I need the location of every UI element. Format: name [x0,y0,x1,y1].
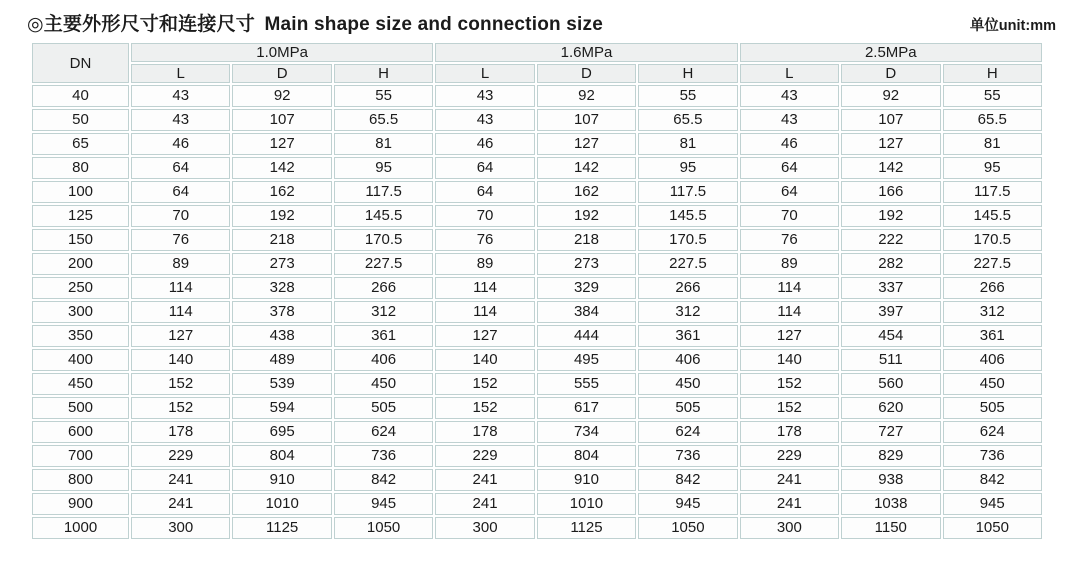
value-cell: 192 [537,205,636,227]
value-cell: 736 [943,445,1043,467]
value-cell: 64 [435,157,534,179]
value-cell: 92 [841,85,940,107]
col-header-h: H [334,64,433,83]
group-header-1-6mpa: 1.6MPa [435,43,737,62]
value-cell: 505 [943,397,1043,419]
col-header-h: H [638,64,737,83]
value-cell: 450 [943,373,1043,395]
value-cell: 178 [435,421,534,443]
value-cell: 829 [841,445,940,467]
dn-cell: 65 [32,133,129,155]
value-cell: 555 [537,373,636,395]
value-cell: 241 [740,493,839,515]
page-title-zh: ◎主要外形尺寸和连接尺寸 [27,14,255,35]
value-cell: 152 [740,397,839,419]
col-header-l: L [131,64,230,83]
value-cell: 43 [131,109,230,131]
dn-cell: 450 [32,373,129,395]
value-cell: 273 [232,253,331,275]
group-header-row [32,43,1042,62]
value-cell: 152 [740,373,839,395]
value-cell: 145.5 [334,205,433,227]
value-cell: 227.5 [334,253,433,275]
table-row [32,469,1042,491]
value-cell: 152 [131,373,230,395]
value-cell: 178 [131,421,230,443]
value-cell: 178 [740,421,839,443]
value-cell: 145.5 [638,205,737,227]
size-table [30,41,1044,541]
value-cell: 64 [131,157,230,179]
value-cell: 620 [841,397,940,419]
unit-label: 单位unit:mm [969,18,1056,34]
value-cell: 162 [537,181,636,203]
dn-column-header: DN [32,43,129,83]
value-cell: 241 [131,493,230,515]
value-cell: 266 [638,277,737,299]
table-row [32,421,1042,443]
value-cell: 1010 [537,493,636,515]
table-row [32,133,1042,155]
value-cell: 114 [740,301,839,323]
value-cell: 142 [841,157,940,179]
value-cell: 152 [435,397,534,419]
value-cell: 114 [131,277,230,299]
value-cell: 140 [435,349,534,371]
value-cell: 55 [943,85,1043,107]
value-cell: 1125 [537,517,636,539]
value-cell: 910 [232,469,331,491]
value-cell: 938 [841,469,940,491]
table-row [32,373,1042,395]
value-cell: 43 [740,109,839,131]
value-cell: 127 [131,325,230,347]
value-cell: 594 [232,397,331,419]
value-cell: 378 [232,301,331,323]
value-cell: 222 [841,229,940,251]
table-header [32,43,1042,83]
value-cell: 560 [841,373,940,395]
value-cell: 81 [334,133,433,155]
value-cell: 127 [435,325,534,347]
value-cell: 406 [638,349,737,371]
col-header-d: D [537,64,636,83]
value-cell: 114 [435,301,534,323]
value-cell: 328 [232,277,331,299]
dn-cell: 100 [32,181,129,203]
value-cell: 695 [232,421,331,443]
value-cell: 539 [232,373,331,395]
value-cell: 1038 [841,493,940,515]
value-cell: 127 [232,133,331,155]
value-cell: 842 [943,469,1043,491]
dn-cell: 150 [32,229,129,251]
dn-cell: 300 [32,301,129,323]
value-cell: 46 [435,133,534,155]
value-cell: 117.5 [943,181,1043,203]
value-cell: 489 [232,349,331,371]
value-cell: 166 [841,181,940,203]
value-cell: 127 [537,133,636,155]
dn-cell: 125 [32,205,129,227]
value-cell: 229 [435,445,534,467]
value-cell: 227.5 [638,253,737,275]
value-cell: 65.5 [943,109,1043,131]
dn-cell: 250 [32,277,129,299]
value-cell: 945 [334,493,433,515]
value-cell: 842 [638,469,737,491]
value-cell: 43 [740,85,839,107]
value-cell: 81 [943,133,1043,155]
value-cell: 273 [537,253,636,275]
value-cell: 397 [841,301,940,323]
value-cell: 312 [638,301,737,323]
value-cell: 127 [841,133,940,155]
page-title-en: Main shape size and connection size [264,14,603,35]
value-cell: 46 [740,133,839,155]
table-row [32,205,1042,227]
value-cell: 736 [638,445,737,467]
value-cell: 145.5 [943,205,1043,227]
value-cell: 64 [740,157,839,179]
value-cell: 406 [943,349,1043,371]
value-cell: 300 [740,517,839,539]
value-cell: 229 [131,445,230,467]
value-cell: 107 [232,109,331,131]
value-cell: 361 [334,325,433,347]
value-cell: 142 [537,157,636,179]
value-cell: 140 [131,349,230,371]
value-cell: 92 [232,85,331,107]
value-cell: 511 [841,349,940,371]
value-cell: 842 [334,469,433,491]
value-cell: 1125 [232,517,331,539]
value-cell: 505 [334,397,433,419]
value-cell: 70 [435,205,534,227]
value-cell: 450 [334,373,433,395]
value-cell: 162 [232,181,331,203]
col-header-l: L [740,64,839,83]
value-cell: 170.5 [638,229,737,251]
sub-header-row [32,64,1042,83]
value-cell: 55 [638,85,737,107]
table-row [32,493,1042,515]
value-cell: 361 [943,325,1043,347]
value-cell: 282 [841,253,940,275]
value-cell: 804 [232,445,331,467]
group-header-1-0mpa: 1.0MPa [131,43,433,62]
dn-cell: 700 [32,445,129,467]
value-cell: 64 [435,181,534,203]
value-cell: 95 [943,157,1043,179]
value-cell: 65.5 [638,109,737,131]
value-cell: 142 [232,157,331,179]
value-cell: 1050 [638,517,737,539]
value-cell: 1050 [943,517,1043,539]
value-cell: 624 [943,421,1043,443]
table-row [32,517,1042,539]
value-cell: 617 [537,397,636,419]
dn-cell: 800 [32,469,129,491]
value-cell: 495 [537,349,636,371]
value-cell: 444 [537,325,636,347]
dn-cell: 40 [32,85,129,107]
value-cell: 76 [740,229,839,251]
value-cell: 152 [435,373,534,395]
value-cell: 107 [537,109,636,131]
value-cell: 89 [131,253,230,275]
value-cell: 65.5 [334,109,433,131]
value-cell: 95 [334,157,433,179]
dn-cell: 900 [32,493,129,515]
value-cell: 227.5 [943,253,1043,275]
value-cell: 450 [638,373,737,395]
value-cell: 734 [537,421,636,443]
value-cell: 76 [435,229,534,251]
value-cell: 312 [334,301,433,323]
dn-cell: 1000 [32,517,129,539]
value-cell: 76 [131,229,230,251]
value-cell: 454 [841,325,940,347]
value-cell: 114 [740,277,839,299]
value-cell: 192 [841,205,940,227]
value-cell: 64 [740,181,839,203]
table-row [32,325,1042,347]
col-header-h: H [943,64,1043,83]
value-cell: 945 [943,493,1043,515]
value-cell: 64 [131,181,230,203]
value-cell: 624 [334,421,433,443]
value-cell: 1010 [232,493,331,515]
col-header-l: L [435,64,534,83]
value-cell: 43 [435,109,534,131]
value-cell: 1150 [841,517,940,539]
table-row [32,85,1042,107]
value-cell: 218 [232,229,331,251]
value-cell: 505 [638,397,737,419]
table-row [32,277,1042,299]
dn-cell: 80 [32,157,129,179]
value-cell: 438 [232,325,331,347]
value-cell: 300 [435,517,534,539]
dn-cell: 50 [32,109,129,131]
value-cell: 92 [537,85,636,107]
value-cell: 70 [740,205,839,227]
value-cell: 266 [334,277,433,299]
table-row [32,301,1042,323]
dn-cell: 350 [32,325,129,347]
table-row [32,181,1042,203]
value-cell: 70 [131,205,230,227]
value-cell: 727 [841,421,940,443]
value-cell: 229 [740,445,839,467]
table-row [32,109,1042,131]
value-cell: 117.5 [334,181,433,203]
value-cell: 89 [740,253,839,275]
value-cell: 329 [537,277,636,299]
dn-cell: 600 [32,421,129,443]
value-cell: 107 [841,109,940,131]
value-cell: 1050 [334,517,433,539]
dn-cell: 200 [32,253,129,275]
value-cell: 114 [435,277,534,299]
value-cell: 241 [435,469,534,491]
value-cell: 81 [638,133,737,155]
value-cell: 170.5 [943,229,1043,251]
value-cell: 55 [334,85,433,107]
value-cell: 117.5 [638,181,737,203]
table-row [32,253,1042,275]
value-cell: 736 [334,445,433,467]
col-header-d: D [841,64,940,83]
dn-cell: 400 [32,349,129,371]
value-cell: 140 [740,349,839,371]
value-cell: 300 [131,517,230,539]
value-cell: 152 [131,397,230,419]
value-cell: 384 [537,301,636,323]
value-cell: 361 [638,325,737,347]
value-cell: 312 [943,301,1043,323]
value-cell: 170.5 [334,229,433,251]
table-row [32,349,1042,371]
dn-cell: 500 [32,397,129,419]
value-cell: 241 [435,493,534,515]
value-cell: 910 [537,469,636,491]
col-header-d: D [232,64,331,83]
value-cell: 43 [435,85,534,107]
value-cell: 114 [131,301,230,323]
value-cell: 218 [537,229,636,251]
value-cell: 241 [131,469,230,491]
value-cell: 192 [232,205,331,227]
value-cell: 43 [131,85,230,107]
value-cell: 945 [638,493,737,515]
value-cell: 95 [638,157,737,179]
table-row [32,445,1042,467]
value-cell: 624 [638,421,737,443]
table-row [32,229,1042,251]
value-cell: 266 [943,277,1043,299]
value-cell: 804 [537,445,636,467]
table-row [32,157,1042,179]
value-cell: 127 [740,325,839,347]
value-cell: 406 [334,349,433,371]
table-row [32,397,1042,419]
value-cell: 46 [131,133,230,155]
value-cell: 241 [740,469,839,491]
group-header-2-5mpa: 2.5MPa [740,43,1042,62]
value-cell: 89 [435,253,534,275]
value-cell: 337 [841,277,940,299]
title-bar [0,0,1086,41]
table-body [32,85,1042,539]
page-title [27,9,603,36]
